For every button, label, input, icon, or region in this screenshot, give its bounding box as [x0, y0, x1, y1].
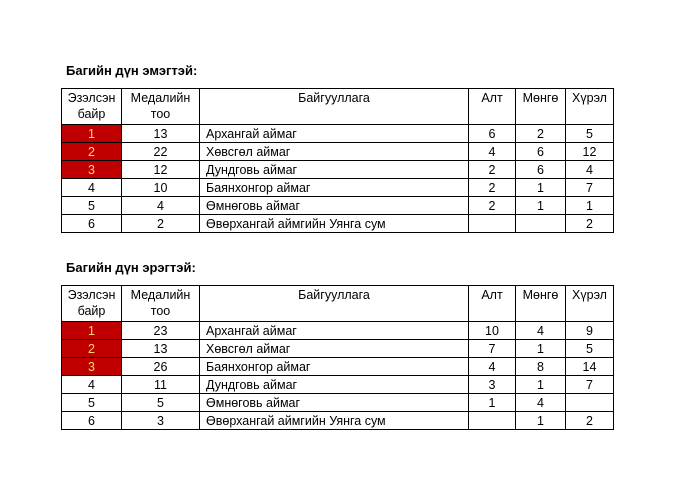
cell-gold [469, 215, 516, 233]
header-bronze: Хүрэл [566, 89, 614, 125]
header-gold: Алт [469, 89, 516, 125]
cell-organization: Архангай аймаг [200, 125, 469, 143]
cell-medal-count: 3 [122, 412, 200, 430]
men-results-table [61, 285, 614, 430]
header-gold: Алт [469, 286, 516, 322]
cell-gold: 1 [469, 394, 516, 412]
header-medal-count: Медалийн тоо [122, 286, 200, 322]
cell-organization: Өвөрхангай аймгийн Уянга сум [200, 215, 469, 233]
header-silver: Мөнгө [516, 286, 566, 322]
cell-place: 4 [62, 376, 122, 394]
table-row [62, 394, 614, 412]
cell-medal-count: 13 [122, 125, 200, 143]
cell-place: 3 [62, 358, 122, 376]
header-medal-count: Медалийн тоо [122, 89, 200, 125]
cell-silver: 4 [516, 322, 566, 340]
table-row [62, 358, 614, 376]
table-row [62, 215, 614, 233]
cell-organization: Баянхонгор аймаг [200, 358, 469, 376]
header-bronze: Хүрэл [566, 286, 614, 322]
cell-organization: Дундговь аймаг [200, 161, 469, 179]
cell-organization: Баянхонгор аймаг [200, 179, 469, 197]
cell-place: 4 [62, 179, 122, 197]
cell-bronze: 2 [566, 412, 614, 430]
cell-bronze: 9 [566, 322, 614, 340]
table-row [62, 125, 614, 143]
cell-silver: 1 [516, 376, 566, 394]
header-place: Эзэлсэн байр [62, 286, 122, 322]
cell-bronze: 12 [566, 143, 614, 161]
cell-bronze: 2 [566, 215, 614, 233]
cell-bronze: 7 [566, 179, 614, 197]
cell-gold: 7 [469, 340, 516, 358]
table-row [62, 197, 614, 215]
table-header-row [62, 286, 614, 322]
cell-bronze: 1 [566, 197, 614, 215]
header-organization: Байгууллага [200, 286, 469, 322]
cell-bronze: 5 [566, 125, 614, 143]
cell-silver: 1 [516, 340, 566, 358]
cell-place: 2 [62, 143, 122, 161]
cell-gold: 4 [469, 143, 516, 161]
cell-gold: 2 [469, 197, 516, 215]
cell-medal-count: 26 [122, 358, 200, 376]
cell-organization: Хөвсгөл аймаг [200, 340, 469, 358]
table-row [62, 161, 614, 179]
cell-silver: 8 [516, 358, 566, 376]
cell-organization: Өмнөговь аймаг [200, 197, 469, 215]
cell-medal-count: 22 [122, 143, 200, 161]
cell-silver: 6 [516, 161, 566, 179]
header-place: Эзэлсэн байр [62, 89, 122, 125]
cell-gold: 6 [469, 125, 516, 143]
cell-silver: 1 [516, 197, 566, 215]
cell-gold: 4 [469, 358, 516, 376]
cell-bronze: 14 [566, 358, 614, 376]
cell-gold: 10 [469, 322, 516, 340]
cell-bronze: 5 [566, 340, 614, 358]
cell-organization: Өвөрхангай аймгийн Уянга сум [200, 412, 469, 430]
cell-gold [469, 412, 516, 430]
cell-silver: 6 [516, 143, 566, 161]
cell-medal-count: 10 [122, 179, 200, 197]
table-row [62, 179, 614, 197]
cell-medal-count: 5 [122, 394, 200, 412]
cell-place: 1 [62, 322, 122, 340]
cell-bronze [566, 394, 614, 412]
cell-organization: Хөвсгөл аймаг [200, 143, 469, 161]
table-row [62, 412, 614, 430]
cell-medal-count: 11 [122, 376, 200, 394]
table-header-row [62, 89, 614, 125]
header-organization: Байгууллага [200, 89, 469, 125]
table-row [62, 143, 614, 161]
cell-place: 3 [62, 161, 122, 179]
cell-place: 1 [62, 125, 122, 143]
cell-medal-count: 4 [122, 197, 200, 215]
cell-place: 2 [62, 340, 122, 358]
cell-organization: Архангай аймаг [200, 322, 469, 340]
table-row [62, 322, 614, 340]
section-men-title: Багийн дүн эрэгтэй: [66, 260, 196, 275]
cell-silver: 1 [516, 179, 566, 197]
header-silver: Мөнгө [516, 89, 566, 125]
cell-place: 6 [62, 215, 122, 233]
cell-silver: 1 [516, 412, 566, 430]
women-results-table [61, 88, 614, 233]
cell-gold: 2 [469, 161, 516, 179]
cell-place: 5 [62, 394, 122, 412]
cell-medal-count: 2 [122, 215, 200, 233]
cell-gold: 3 [469, 376, 516, 394]
cell-medal-count: 12 [122, 161, 200, 179]
cell-silver: 4 [516, 394, 566, 412]
cell-place: 6 [62, 412, 122, 430]
cell-organization: Өмнөговь аймаг [200, 394, 469, 412]
cell-silver: 2 [516, 125, 566, 143]
cell-medal-count: 23 [122, 322, 200, 340]
cell-organization: Дундговь аймаг [200, 376, 469, 394]
cell-silver [516, 215, 566, 233]
cell-gold: 2 [469, 179, 516, 197]
section-women-title: Багийн дүн эмэгтэй: [66, 63, 198, 78]
cell-bronze: 4 [566, 161, 614, 179]
table-row [62, 340, 614, 358]
cell-medal-count: 13 [122, 340, 200, 358]
cell-bronze: 7 [566, 376, 614, 394]
table-row [62, 376, 614, 394]
cell-place: 5 [62, 197, 122, 215]
